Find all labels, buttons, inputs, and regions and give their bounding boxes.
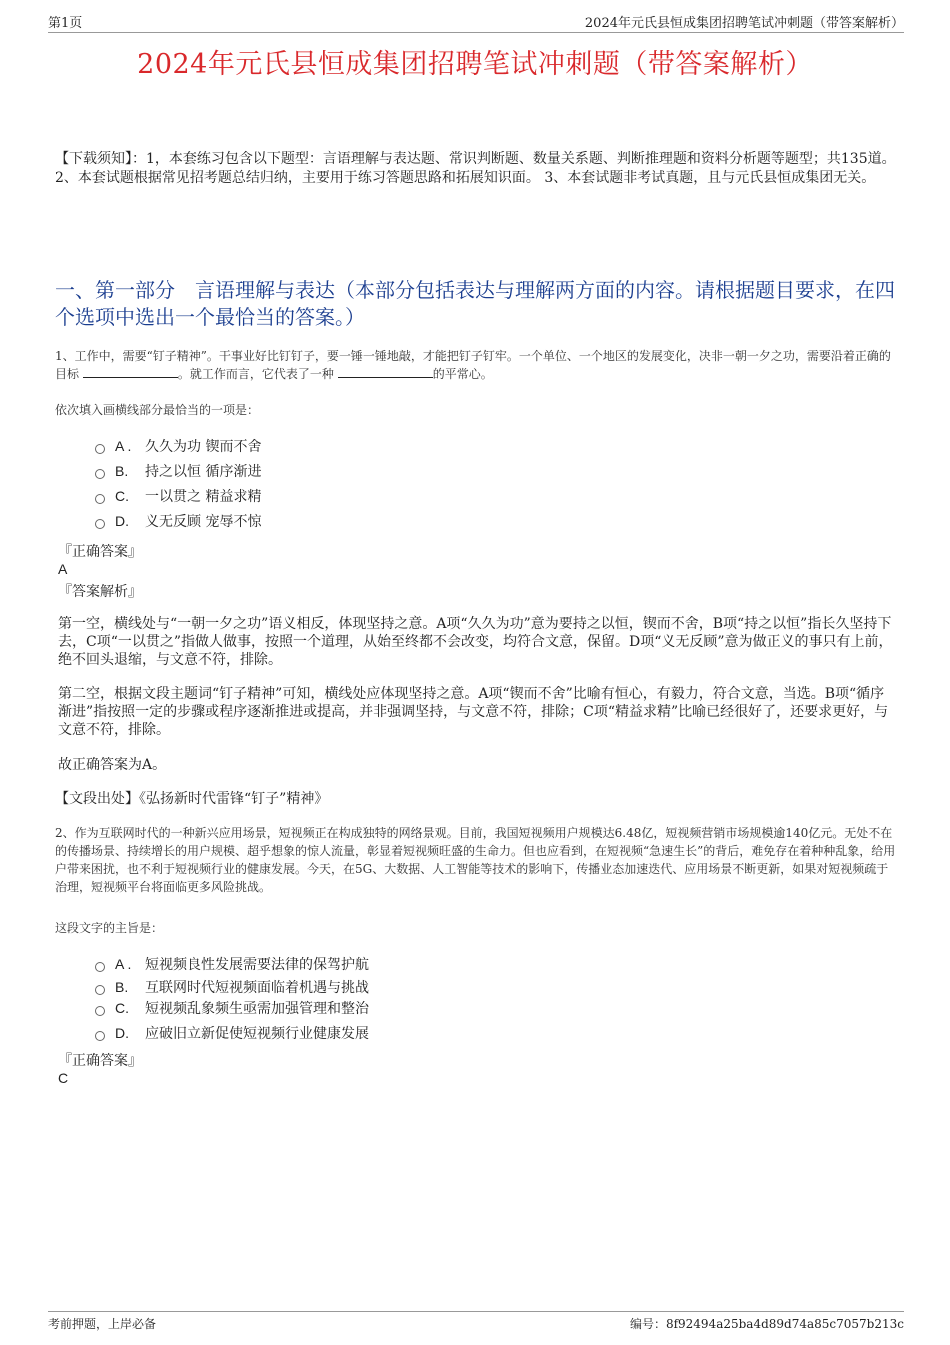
question-2-answer: C <box>58 1070 69 1086</box>
option-letter: C. <box>115 487 129 504</box>
question-1-analysis-label: 『答案解析』 <box>58 584 142 600</box>
option-text: 短视频乱象频生亟需加强管理和整治 <box>145 1000 369 1017</box>
running-title: 2024年元氏县恒成集团招聘笔试冲刺题（带答案解析） <box>584 16 904 31</box>
question-1-answer-label: 『正确答案』 <box>58 544 142 560</box>
option-letter: C. <box>115 999 129 1016</box>
option-letter: A . <box>115 437 132 454</box>
option-letter: D. <box>115 1024 129 1041</box>
question-1-conclusion: 故正确答案为A。 <box>58 757 167 773</box>
question-1-stem-part2: 。就工作而言，它代表了一种 <box>177 367 334 381</box>
question-1-source: 【文段出处】《弘扬新时代雷锋“钉子”精神》 <box>55 791 329 807</box>
option-text: 一以贯之 精益求精 <box>145 488 262 505</box>
footer-code: 编号：8f92494a25ba4d89d74a85c7057b213c <box>629 1317 904 1331</box>
question-2-answer-label: 『正确答案』 <box>58 1053 142 1069</box>
option-text: 久久为功 锲而不舍 <box>145 438 262 455</box>
page-number: 第1页 <box>48 16 83 31</box>
fill-blank-2 <box>338 365 433 378</box>
fill-blank-1 <box>83 365 178 378</box>
option-letter: B. <box>115 978 129 995</box>
radio-icon[interactable] <box>95 469 105 479</box>
question-1-analysis-paragraph-2: 第二空，根据文段主题词“钉子精神”可知，横线处应体现坚持之意。A项“锲而不舍”比喻有恒心，有毅力，符合文意，当选。B项“循序渐进”指按照一定的步骤或程序逐渐推进或提高，并非强调坚持，与文意不符，排除；C项“精益求精”比喻已经很好了，还要求更好，与文意不符，排除。 <box>58 686 889 738</box>
section-heading: 一、第一部分 言语理解与表达（本部分包括表达与理解两方面的内容。请根据题目要求，在四个选项中选出一个最恰当的答案。） <box>55 278 895 329</box>
radio-icon[interactable] <box>95 985 105 995</box>
question-2-option-d[interactable] <box>95 1018 695 1047</box>
option-text: 应破旧立新促使短视频行业健康发展 <box>145 1025 369 1042</box>
radio-icon[interactable] <box>95 1006 105 1016</box>
question-2-stem: 2、作为互联网时代的一种新兴应用场景，短视频正在构成独特的网络景观。目前，我国短视频用户规模达6.48亿，短视频营销市场规模逾140亿元。无处不在的传播场景、持续增长的用户规模、超乎想象的惊人流量，彰显着短视频旺盛的生命力。但也应看到，在短视频“急速生长”的背后，难免存在着种种乱象，给用户带来困扰，也不利于短视频行业的健康发展。今天，在5G、大数据、人工智能等技术的影响下，传播业态加速迭代、应用场景不断更新，如果对短视频疏于治理，短视频平台将面临更多风险挑战。 <box>55 826 896 894</box>
option-text: 持之以恒 循序渐进 <box>145 463 262 480</box>
question-1-stem-part1: 1、工作中，需要“钉子精神”。干事业好比钉钉子，要一锤一锤地敲，才能把钉子钉牢。一个单位、一个地区的发展变化，决非一朝一夕之功，需要沿着正确的目标 <box>55 349 891 381</box>
question-2-prompt: 这段文字的主旨是： <box>55 921 164 935</box>
question-2-option-c[interactable] <box>95 997 695 1018</box>
question-1-options <box>95 433 695 533</box>
option-text: 义无反顾 宠辱不惊 <box>145 513 262 530</box>
question-1-analysis-paragraph-1: 第一空，横线处与“一朝一夕之功”语义相反，体现坚持之意。A项“久久为功”意为要持之以恒，锲而不舍，B项“持之以恒”指长久坚持下去，C项“一以贯之”指做人做事，按照一个道理，从始至终都不会改变，均符合文意，保留。D项“义无反顾”意为做正义的事只有上前，绝不回头退缩，与文意不符，排除。 <box>58 616 893 668</box>
document-title: 2024年元氏县恒成集团招聘笔试冲刺题（带答案解析） <box>137 49 813 80</box>
option-letter: D. <box>115 512 129 529</box>
question-2-option-a[interactable] <box>95 951 695 976</box>
question-1-stem-part3: 的平常心。 <box>432 367 493 381</box>
radio-icon[interactable] <box>95 444 105 454</box>
radio-icon[interactable] <box>95 1031 105 1041</box>
page-footer <box>48 1311 904 1332</box>
question-2-options <box>95 951 695 1047</box>
footer-slogan: 考前押题，上岸必备 <box>48 1317 157 1331</box>
option-letter: A . <box>115 955 132 972</box>
download-notice: 【下载须知】：1，本套练习包含以下题型：言语理解与表达题、常识判断题、数量关系题、判断推理题和资料分析题等题型；共135道。 2、本套试题根据常见招考题总结归纳，主要用于练习答题思路和拓展知识面。 3、本套试题非考试真题，且与元氏县恒成集团无关。 <box>55 151 896 186</box>
question-1-prompt: 依次填入画横线部分最恰当的一项是： <box>55 403 260 417</box>
question-1-answer: A <box>58 561 68 577</box>
radio-icon[interactable] <box>95 962 105 972</box>
question-1-option-d[interactable] <box>95 508 695 533</box>
radio-icon[interactable] <box>95 494 105 504</box>
option-text: 短视频良性发展需要法律的保驾护航 <box>145 956 369 973</box>
question-1-option-b[interactable] <box>95 458 695 483</box>
question-1-option-c[interactable] <box>95 483 695 508</box>
question-1-stem <box>55 347 900 383</box>
radio-icon[interactable] <box>95 519 105 529</box>
question-2-option-b[interactable] <box>95 976 695 997</box>
page-header <box>48 12 904 33</box>
option-letter: B. <box>115 462 129 479</box>
question-1-option-a[interactable] <box>95 433 695 458</box>
option-text: 互联网时代短视频面临着机遇与挑战 <box>145 979 369 996</box>
